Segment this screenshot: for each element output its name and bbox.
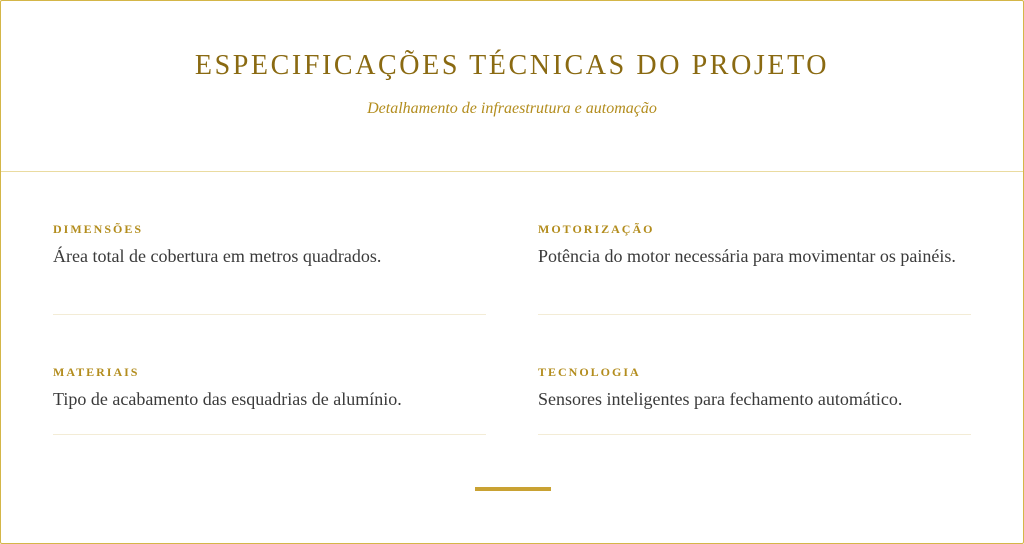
spec-description: Potência do motor necessária para movimentar os painéis. [538, 246, 956, 266]
spec-item-dimensoes [53, 222, 486, 315]
card-header [1, 1, 1023, 172]
spec-description: Área total de cobertura em metros quadrados. [53, 246, 382, 266]
page-subtitle: Detalhamento de infraestrutura e automação [367, 100, 657, 117]
spec-item-tecnologia [538, 365, 971, 435]
page-title: ESPECIFICAÇÕES TÉCNICAS DO PROJETO [194, 50, 830, 81]
spec-item-materiais [53, 365, 486, 435]
spec-label: MATERIAIS [53, 365, 140, 379]
spec-item-motorizacao [538, 222, 971, 315]
accent-divider [475, 487, 551, 491]
spec-label: DIMENSÕES [53, 222, 144, 236]
spec-description: Sensores inteligentes para fechamento automático. [538, 389, 903, 409]
spec-description: Tipo de acabamento das esquadrias de alumínio. [53, 389, 402, 409]
spec-label: MOTORIZAÇÃO [538, 222, 655, 236]
spec-label: TECNOLOGIA [538, 365, 641, 379]
